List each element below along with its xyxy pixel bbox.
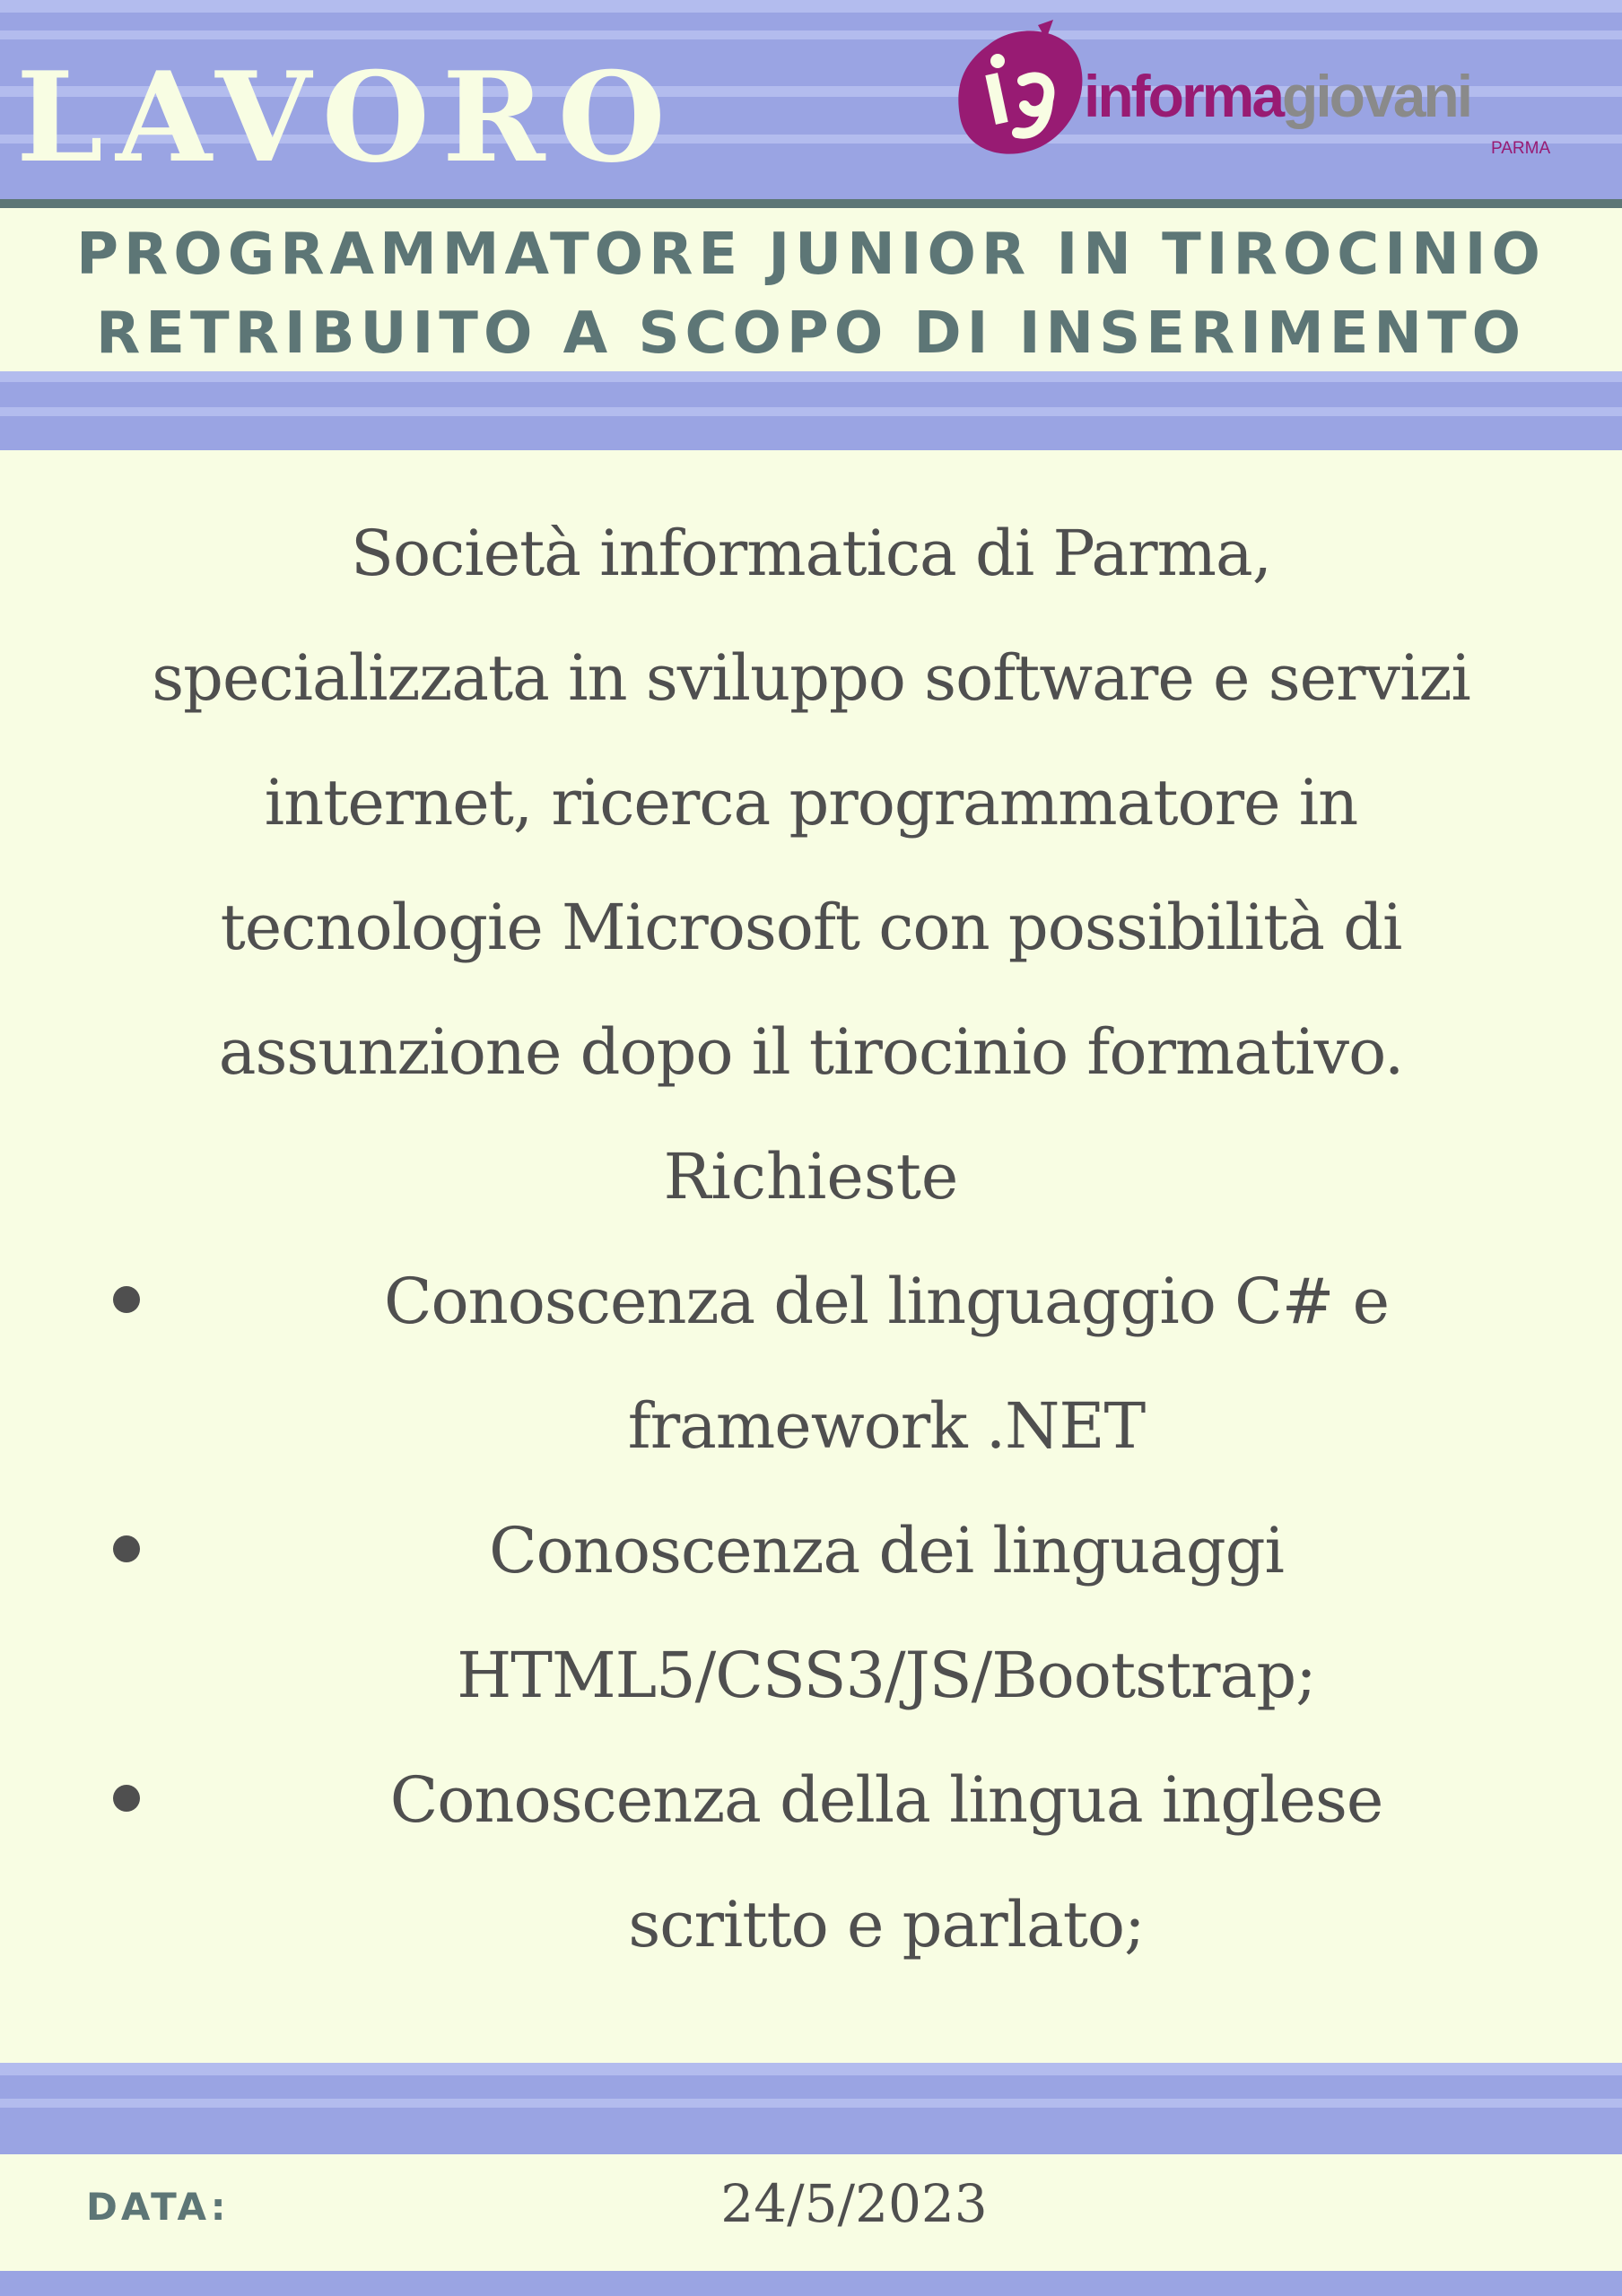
company-description	[0, 491, 1622, 1115]
description-line: internet, ricerca programmatore in	[264, 766, 1358, 839]
footer-stripe	[0, 2063, 1622, 2075]
logo-mark-icon	[953, 18, 1087, 161]
logo-city: PARMA	[1491, 139, 1551, 158]
requirement-item	[0, 1489, 1622, 1738]
description-line: specializzata in sviluppo software e servizi	[152, 641, 1470, 715]
requirement-text	[260, 1738, 1513, 1987]
requirement-line: framework .NET	[627, 1389, 1146, 1463]
requirement-line: Conoscenza della lingua inglese	[389, 1763, 1383, 1837]
description-line: tecnologie Microsoft con possibilità di	[220, 891, 1402, 964]
logo-wordmark	[1084, 63, 1471, 129]
requirements-list	[0, 1239, 1622, 1987]
separator-band	[0, 371, 1622, 450]
requirement-text	[260, 1489, 1513, 1738]
section-label: LAVORO	[16, 44, 678, 190]
bullet-icon	[113, 1785, 140, 1812]
requirement-item	[0, 1239, 1622, 1489]
job-title-line: RETRIBUITO A SCOPO DI INSERIMENTO	[95, 300, 1527, 367]
footer-band	[0, 2063, 1622, 2154]
requirement-line: Conoscenza del linguaggio C# e	[383, 1265, 1390, 1338]
bullet-icon	[113, 1286, 140, 1313]
requirement-line: scritto e parlato;	[628, 1888, 1145, 1961]
requirement-line: HTML5/CSS3/JS/Bootstrap;	[457, 1639, 1316, 1712]
requirement-item	[0, 1738, 1622, 1987]
requirement-line: Conoscenza dei linguaggi	[489, 1514, 1284, 1587]
logo-word-giovani: giovani	[1282, 63, 1471, 129]
header-stripe	[0, 0, 1622, 13]
date-label: DATA:	[86, 2185, 230, 2229]
informagiovani-logo	[953, 18, 1563, 166]
description-line: assunzione dopo il tirocinio formativo.	[218, 1015, 1404, 1089]
job-title	[0, 215, 1622, 373]
bullet-icon	[113, 1535, 140, 1562]
job-title-line: PROGRAMMATORE JUNIOR IN TIROCINIO	[76, 222, 1546, 288]
logo-word-informa: informa	[1084, 63, 1283, 129]
bottom-strip	[0, 2271, 1622, 2296]
footer-stripe	[0, 2099, 1622, 2108]
header-divider	[0, 199, 1622, 208]
requirement-text	[260, 1239, 1513, 1489]
date-value: 24/5/2023	[720, 2173, 988, 2234]
separator-stripe	[0, 407, 1622, 416]
requirements-heading: Richieste	[663, 1140, 959, 1213]
header-band	[0, 0, 1622, 199]
description-line: Società informatica di Parma,	[351, 517, 1271, 590]
job-description	[0, 491, 1622, 1987]
separator-stripe	[0, 371, 1622, 382]
